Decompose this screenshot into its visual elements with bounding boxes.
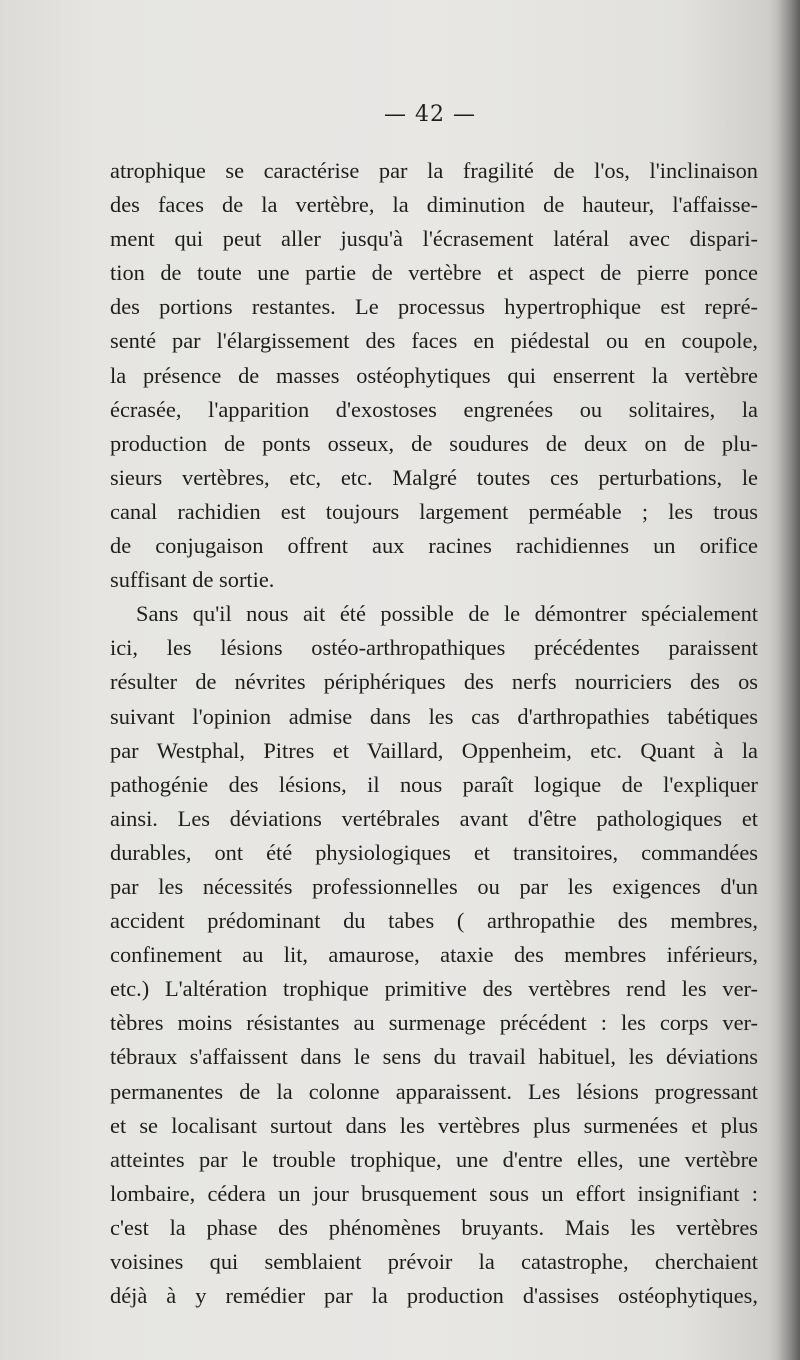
text-line: écrasée, l'apparition d'exostoses engrenées ou solitaires, la	[110, 396, 758, 422]
text-line: ment qui peut aller jusqu'à l'écrasement latéral avec dispari-	[110, 226, 758, 252]
text-line: accident prédominant du tabes ( arthropathie des membres,	[110, 908, 758, 934]
page-number: — 42 —	[384, 102, 476, 127]
text-line: tion de toute une partie de vertèbre et aspect de pierre ponce	[110, 260, 758, 286]
text-line: de conjugaison offrent aux racines rachidiennes un orifice	[110, 533, 758, 559]
text-line: c'est la phase des phénomènes bruyants. Mais les vertèbres	[110, 1214, 758, 1240]
text-line: atrophique se caractérise par la fragilité de l'os, l'inclinaison	[110, 158, 758, 183]
text-line: par Westphal, Pitres et Vaillard, Oppenheim, etc. Quant à la	[110, 737, 758, 763]
text-line: voisines qui semblaient prévoir la catastrophe, cherchaient	[110, 1249, 758, 1274]
body-text	[110, 154, 758, 1313]
text-line: durables, ont été physiologiques et transitoires, commandées	[110, 839, 758, 865]
text-line: sieurs vertèbres, etc, etc. Malgré toutes ces perturbations, le	[110, 464, 758, 490]
text-line: canal rachidien est toujours largement perméable ; les trous	[110, 498, 758, 524]
text-line: la présence de masses ostéophytiques qui enserrent la vertèbre	[110, 362, 758, 388]
text-line: Sans qu'il nous ait été possible de le démontrer spécialement	[136, 601, 758, 627]
text-line: production de ponts osseux, de soudures de deux on de plu-	[110, 430, 758, 456]
text-line: etc.) L'altération trophique primitive des vertèbres rend les ver-	[110, 976, 758, 1002]
text-line: des faces de la vertèbre, la diminution de hauteur, l'affaisse-	[110, 192, 758, 218]
text-line: ici, les lésions ostéo-arthropathiques précédentes paraissent	[110, 635, 758, 661]
text-line: confinement au lit, amaurose, ataxie des membres inférieurs,	[110, 942, 758, 968]
text-line: suffisant de sortie.	[110, 567, 275, 593]
text-line: pathogénie des lésions, il nous paraît logique de l'expliquer	[110, 771, 758, 797]
text-line: déjà à y remédier par la production d'assises ostéophytiques,	[110, 1283, 758, 1309]
text-line: tèbres moins résistantes au surmenage précédent : les corps ver-	[110, 1010, 758, 1036]
text-line: des portions restantes. Le processus hypertrophique est repré-	[110, 294, 758, 320]
text-line: suivant l'opinion admise dans les cas d'arthropathies tabétiques	[110, 703, 758, 729]
text-line: par les nécessités professionnelles ou par les exigences d'un	[110, 873, 758, 899]
page-edge-shadow	[778, 0, 800, 1360]
text-line: senté par l'élargissement des faces en piédestal ou en coupole,	[110, 328, 758, 354]
text-line: résulter de névrites périphériques des nerfs nourriciers des os	[110, 669, 758, 695]
text-line: lombaire, cédera un jour brusquement sous un effort insignifiant :	[110, 1180, 758, 1206]
text-line: et se localisant surtout dans les vertèbres plus surmenées et plus	[110, 1112, 758, 1138]
text-line: ainsi. Les déviations vertébrales avant d'être pathologiques et	[110, 805, 758, 831]
text-line: atteintes par le trouble trophique, une d'entre elles, une vertèbre	[110, 1146, 758, 1172]
text-line: tébraux s'affaissent dans le sens du travail habituel, les déviations	[110, 1044, 758, 1070]
text-line: permanentes de la colonne apparaissent. Les lésions progressant	[110, 1078, 758, 1104]
